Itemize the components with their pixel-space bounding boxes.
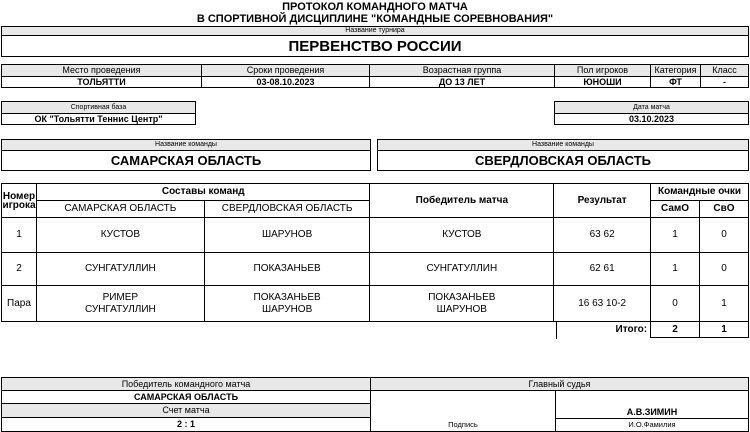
team1-name: САМАРСКАЯ ОБЛАСТЬ — [110, 153, 262, 168]
team2-points: 0 — [700, 253, 749, 286]
result-header: Результат — [554, 184, 651, 218]
total-label — [2, 322, 651, 338]
tournament-name: ПЕРВЕНСТВО РОССИИ — [288, 38, 462, 55]
match-result: 63 62 — [554, 218, 651, 253]
gender-label: Пол игроков — [555, 65, 651, 76]
row-number: 2 — [2, 253, 37, 286]
total-label-text: Итого: — [615, 323, 648, 335]
team1-player: КУСТОВ — [36, 218, 204, 253]
age-value: ДО 13 ЛЕТ — [370, 77, 555, 88]
class-label: Класс — [712, 65, 737, 75]
match-date-box — [554, 101, 749, 125]
category-value: ФТ — [651, 77, 701, 88]
team1-points-header: СамО — [651, 201, 700, 218]
player-number-header: Номер игрока — [2, 184, 37, 218]
winner-pair-player-2: ШАРУНОВ — [436, 303, 487, 315]
judge-name: А.В.ЗИМИН — [626, 407, 678, 417]
match-date-value: 03.10.2023 — [628, 114, 675, 124]
team2-pair-player-1: ПОКАЗАНЬЕВ — [253, 291, 321, 303]
team1-label: Название команды — [2, 140, 370, 151]
match-score: 2 : 1 — [176, 419, 195, 429]
team1-points: 1 — [651, 253, 700, 286]
place-value: ТОЛЬЯТТИ — [2, 77, 202, 88]
table-row — [2, 253, 749, 286]
place-label: Место проведения — [2, 65, 202, 76]
team2-label: Название команды — [378, 140, 748, 151]
match-winner: КУСТОВ — [370, 218, 554, 253]
winner-header: Победитель матча — [370, 184, 554, 218]
match-table — [1, 183, 749, 338]
sports-base-label: Спортивная база — [2, 102, 195, 114]
row-number: 1 — [2, 218, 37, 253]
match-winner-pair — [370, 286, 554, 322]
dates-label: Сроки проведения — [202, 65, 370, 76]
title-line-1: ПРОТОКОЛ КОМАНДНОГО МАТЧА — [282, 1, 468, 13]
team1-box — [1, 139, 371, 171]
dates-value: 03-08.10.2023 — [202, 77, 370, 88]
sports-base-value: ОК "Тольятти Теннис Центр" — [34, 114, 163, 124]
title-line-2: В СПОРТИВНОЙ ДИСЦИПЛИНЕ "КОМАНДНЫЕ СОРЕВНОВАНИЯ" — [196, 13, 554, 25]
match-result: 16 63 10-2 — [554, 286, 651, 322]
team2-name: СВЕРДЛОВСКАЯ ОБЛАСТЬ — [474, 153, 652, 168]
team2-player: ПОКАЗАНЬЕВ — [204, 253, 370, 286]
age-label: Возрастная группа — [370, 65, 555, 76]
total-row — [2, 322, 749, 338]
table-row — [2, 218, 749, 253]
team1-pair — [36, 286, 204, 322]
team1-total: 2 — [651, 322, 700, 338]
team2-box — [377, 139, 749, 171]
row-number: Пара — [2, 286, 37, 322]
class-value: - — [723, 77, 726, 87]
sports-base-box — [1, 101, 196, 125]
info-table — [1, 64, 749, 88]
team2-total: 1 — [700, 322, 749, 338]
lineups-header: Составы команд — [36, 184, 370, 201]
team-points-header: Командные очки — [651, 184, 749, 201]
tournament-label: Название турнира — [2, 27, 748, 36]
footer-box — [1, 377, 749, 432]
team2-points-header: СвО — [700, 201, 749, 218]
team-match-winner-label: Победитель командного матча — [2, 378, 370, 390]
team2-lineup-header: СВЕРДЛОВСКАЯ ОБЛАСТЬ — [204, 201, 370, 218]
team-match-winner: САМАРСКАЯ ОБЛАСТЬ — [133, 392, 239, 402]
category-label: Категория — [651, 65, 701, 76]
match-result: 62 61 — [554, 253, 651, 286]
tournament-box — [1, 26, 749, 57]
team2-points: 0 — [700, 218, 749, 253]
team1-player: СУНГАТУЛЛИН — [36, 253, 204, 286]
team1-pair-player-1: РИМЕР — [102, 291, 139, 303]
match-winner: СУНГАТУЛЛИН — [370, 253, 554, 286]
gender-value: ЮНОШИ — [555, 77, 651, 88]
team1-lineup-header: САМАРСКАЯ ОБЛАСТЬ — [36, 201, 204, 218]
full-name-label: И.О.Фамилия — [628, 420, 676, 429]
signature-label: Подпись — [448, 420, 478, 429]
protocol-title — [0, 1, 750, 25]
team2-player: ШАРУНОВ — [204, 218, 370, 253]
chief-judge-label: Главный судья — [371, 378, 748, 390]
team2-pair-player-2: ШАРУНОВ — [261, 303, 313, 315]
team1-points: 1 — [651, 218, 700, 253]
winner-pair-player-1: ПОКАЗАНЬЕВ — [428, 291, 496, 303]
team1-points: 0 — [651, 286, 700, 322]
team2-points: 1 — [700, 286, 749, 322]
table-row — [2, 286, 749, 322]
team1-pair-player-2: СУНГАТУЛЛИН — [84, 303, 156, 315]
team2-pair — [204, 286, 370, 322]
match-date-label: Дата матча — [555, 102, 748, 114]
match-score-label: Счет матча — [2, 404, 370, 417]
